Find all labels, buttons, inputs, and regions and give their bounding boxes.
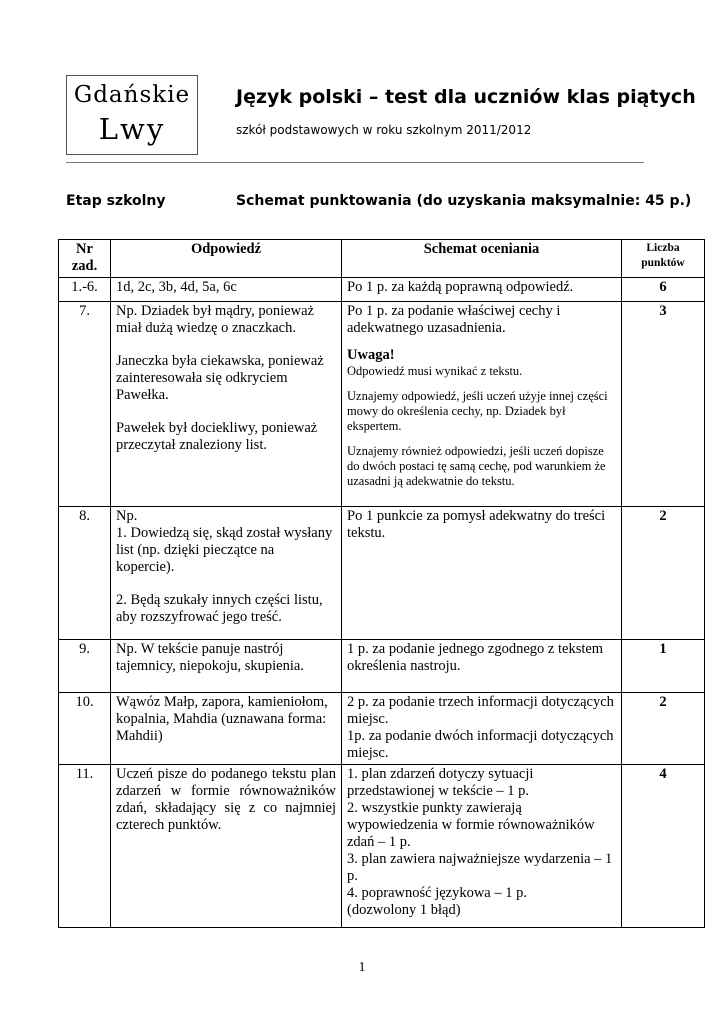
- row-answer: Uczeń pisze do podanego tekstu plan zdarzeń w formie równoważników zdań, składający się z co najmniej czterech punktów.: [111, 765, 342, 928]
- row-nr: 8.: [59, 507, 111, 640]
- row-scheme: [342, 693, 622, 765]
- note-text: Uznajemy odpowiedź, jeśli uczeń użyje innej części mowy do określenia cechy, np. Dziadek był ekspertem.: [347, 389, 608, 433]
- header-answer: Odpowiedź: [111, 240, 342, 278]
- table-header-row: [59, 240, 705, 278]
- row-nr: 9.: [59, 640, 111, 693]
- row-points: 2: [622, 507, 705, 640]
- answer-paragraph: 2. Będą szukały innych części listu, aby rozszyfrować jego treść.: [116, 592, 323, 625]
- table-row: [59, 278, 705, 302]
- scheme-line: 2. wszystkie punkty zawierają wypowiedzenia w formie równoważników zdań – 1 p.: [347, 800, 595, 850]
- page-title: Język polski – test dla uczniów klas piątych: [236, 86, 696, 108]
- scheme-title: Schemat punktowania (do uzyskania maksymalnie: 45 p.): [236, 193, 692, 209]
- row-points: 6: [622, 278, 705, 302]
- header-scheme: Schemat oceniania: [342, 240, 622, 278]
- row-points: 1: [622, 640, 705, 693]
- row-points: 3: [622, 302, 705, 507]
- row-answer: 1d, 2c, 3b, 4d, 5a, 6c: [111, 278, 342, 302]
- row-nr: 11.: [59, 765, 111, 928]
- table-row: [59, 302, 705, 507]
- logo-line2: Lwy: [98, 112, 166, 146]
- scheme-line: 1. plan zdarzeń dotyczy sytuacji przedstawionej w tekście – 1 p.: [347, 766, 534, 799]
- scoring-table: [58, 239, 705, 928]
- row-answer: Np. W tekście panuje nastrój tajemnicy, niepokoju, skupienia.: [111, 640, 342, 693]
- scheme-line: 3. plan zawiera najważniejsze wydarzenia – 1 p.: [347, 851, 613, 884]
- answer-paragraph: 1. Dowiedzą się, skąd został wysłany list (np. dzięki pieczątce na kopercie).: [116, 525, 333, 575]
- row-answer: [111, 507, 342, 640]
- logo-line1: Gdańskie: [73, 82, 191, 108]
- scheme-line: (dozwolony 1 błąd): [347, 902, 461, 918]
- scheme-paragraph: Po 1 p. za podanie właściwej cechy i adekwatnego uzasadnienia.: [347, 303, 561, 336]
- logo: [66, 75, 198, 155]
- row-answer: [111, 302, 342, 507]
- answer-paragraph: Janeczka była ciekawska, ponieważ zainteresowała się odkryciem Pawełka.: [116, 353, 324, 403]
- stage-label: Etap szkolny: [66, 193, 166, 209]
- note-text: Odpowiedź musi wynikać z tekstu.: [347, 364, 523, 378]
- page-subtitle: szkół podstawowych w roku szkolnym 2011/2012: [236, 123, 532, 137]
- answer-paragraph: Np. Dziadek był mądry, ponieważ miał dużą wiedzę o znaczkach.: [116, 303, 314, 336]
- header-points: Liczba punktów: [622, 240, 705, 278]
- row-scheme: Po 1 punkcie za pomysł adekwatny do treści tekstu.: [342, 507, 622, 640]
- note-title: Uwaga!: [347, 347, 395, 363]
- scheme-paragraph: 1p. za podanie dwóch informacji dotyczących miejsc.: [347, 728, 614, 761]
- row-scheme: [342, 302, 622, 507]
- row-points: 4: [622, 765, 705, 928]
- table-row: [59, 507, 705, 640]
- scheme-line: 4. poprawność językowa – 1 p.: [347, 885, 527, 901]
- row-scheme: Po 1 p. za każdą poprawną odpowiedź.: [342, 278, 622, 302]
- header-divider: [66, 162, 644, 163]
- answer-paragraph: Np.: [116, 508, 138, 524]
- row-nr: 1.-6.: [59, 278, 111, 302]
- table-row: [59, 640, 705, 693]
- page-number: 1: [358, 960, 366, 975]
- row-answer: Wąwóz Małp, zapora, kamieniołom, kopalnia, Mahdia (uznawana forma: Mahdii): [111, 693, 342, 765]
- note-text: Uznajemy również odpowiedzi, jeśli uczeń dopisze do dwóch postaci tę samą cechę, pod warunkiem że uzasadni ją adekwatnie do tekstu.: [347, 444, 606, 488]
- row-nr: 10.: [59, 693, 111, 765]
- row-points: 2: [622, 693, 705, 765]
- row-scheme: 1 p. za podanie jednego zgodnego z tekstem określenia nastroju.: [342, 640, 622, 693]
- row-scheme: [342, 765, 622, 928]
- row-nr: 7.: [59, 302, 111, 507]
- scheme-paragraph: 2 p. za podanie trzech informacji dotyczących miejsc.: [347, 694, 614, 727]
- table-row: [59, 693, 705, 765]
- table-row: [59, 765, 705, 928]
- header-nr: Nr zad.: [59, 240, 111, 278]
- answer-paragraph: Pawełek był dociekliwy, ponieważ przeczytał znaleziony list.: [116, 420, 318, 453]
